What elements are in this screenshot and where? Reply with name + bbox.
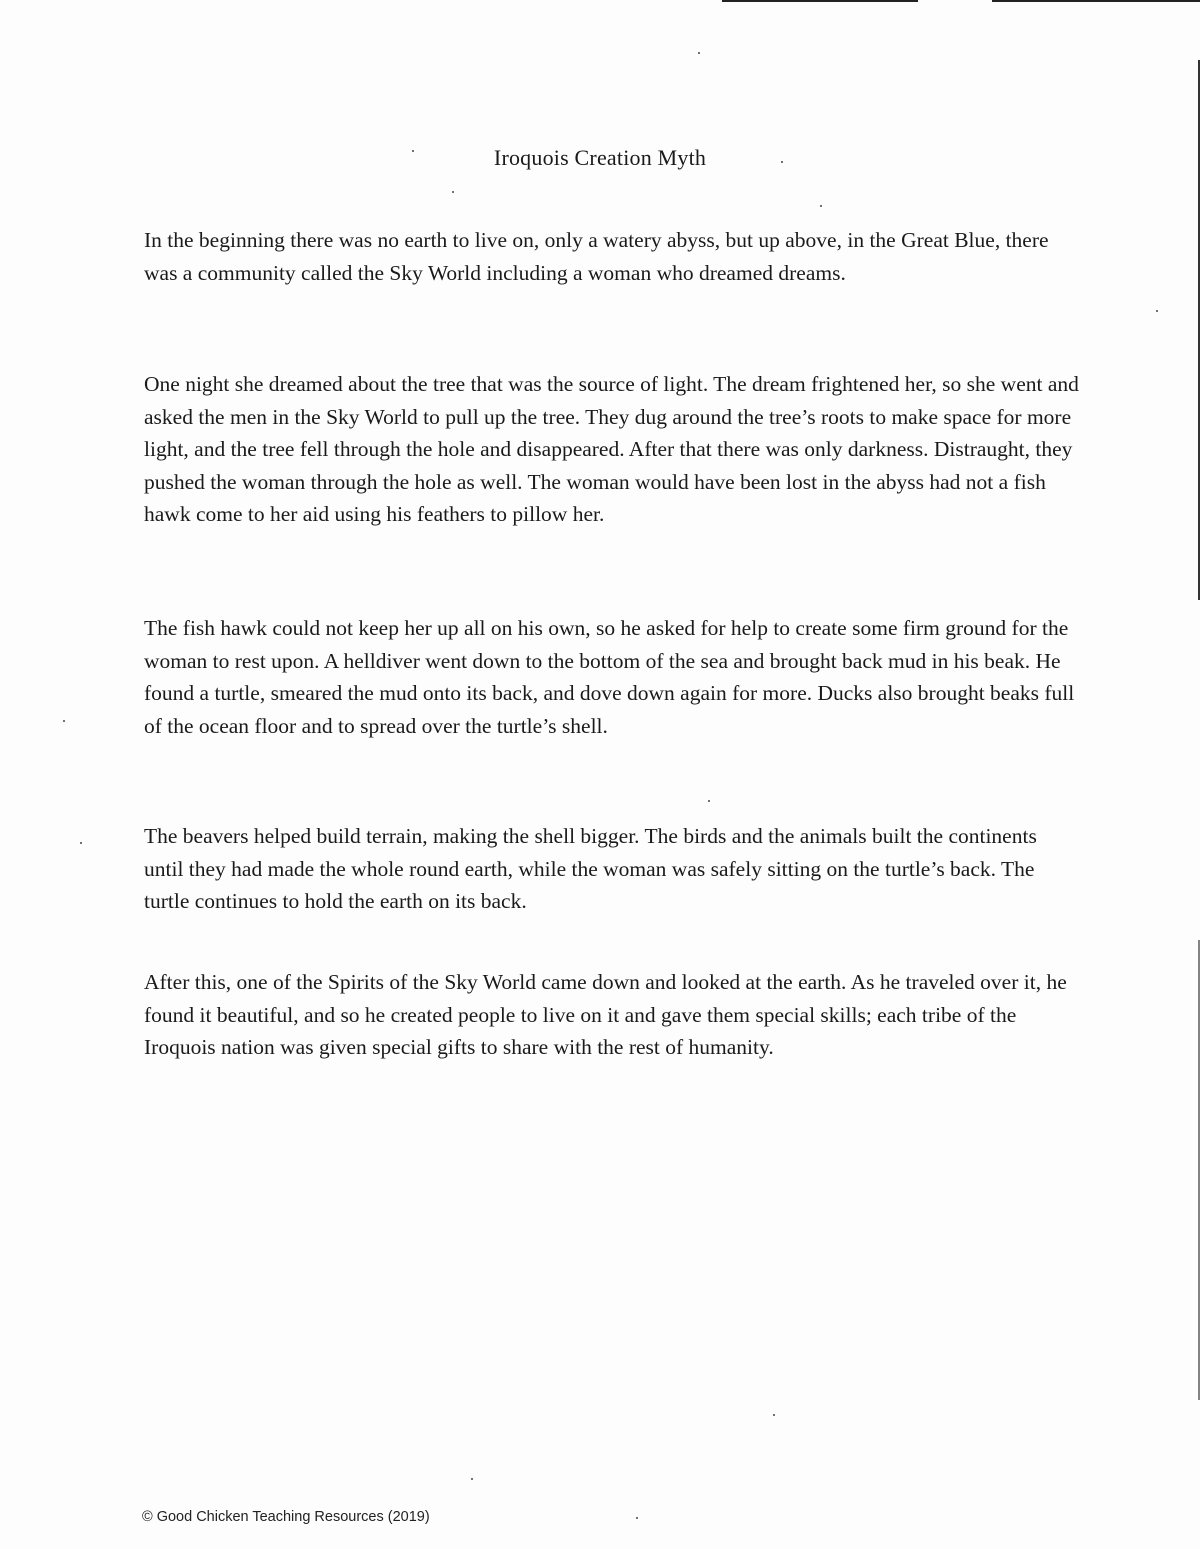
scan-speck <box>63 720 65 722</box>
scan-speck <box>698 52 700 54</box>
scan-edge-line <box>992 0 1200 2</box>
scan-speck <box>708 800 710 802</box>
paragraph: One night she dreamed about the tree that was the source of light. The dream frightened her, so she went and asked the men in the Sky World to pull up the tree. They dug around the tree’s roots to make space for more light, and the tree fell through the hole and disappeared. After that there was only darkness. Distraught, they pushed the woman through the hole as well. The woman would have been lost in the abyss had not a fish hawk come to her aid using his feathers to pillow her. <box>144 372 1079 526</box>
scan-speck <box>452 191 454 193</box>
scan-speck <box>1156 310 1158 312</box>
scan-speck <box>636 1517 638 1519</box>
scan-speck <box>773 1414 775 1416</box>
scan-edge-line <box>722 0 918 2</box>
paragraph: The beavers helped build terrain, making the shell bigger. The birds and the animals built the continents until they had made the whole round earth, while the woman was safely sitting on the turtle’s back. The turtle continues to hold the earth on its back. <box>144 824 1037 913</box>
document-title: Iroquois Creation Myth <box>493 145 707 170</box>
paragraph: After this, one of the Spirits of the Sky World came down and looked at the earth. As he traveled over it, he found it beautiful, and so he created people to live on it and gave them special skills; each tribe of the Iroquois nation was given special gifts to share with the rest of humanity. <box>144 970 1067 1059</box>
scan-speck <box>80 842 82 844</box>
paragraph: The fish hawk could not keep her up all on his own, so he asked for help to create some firm ground for the woman to rest upon. A helldiver went down to the bottom of the sea and brought back mud in his beak. He found a turtle, smeared the mud onto its back, and dove down again for more. Ducks also brought beaks full of the ocean floor and to spread over the turtle’s shell. <box>144 616 1075 738</box>
scan-speck <box>471 1478 473 1480</box>
copyright-footer: © Good Chicken Teaching Resources (2019) <box>142 1509 430 1525</box>
paragraph: In the beginning there was no earth to live on, only a watery abyss, but up above, in the Great Blue, there was a community called the Sky World including a woman who dreamed dreams. <box>144 228 1049 285</box>
scan-speck <box>820 205 822 207</box>
